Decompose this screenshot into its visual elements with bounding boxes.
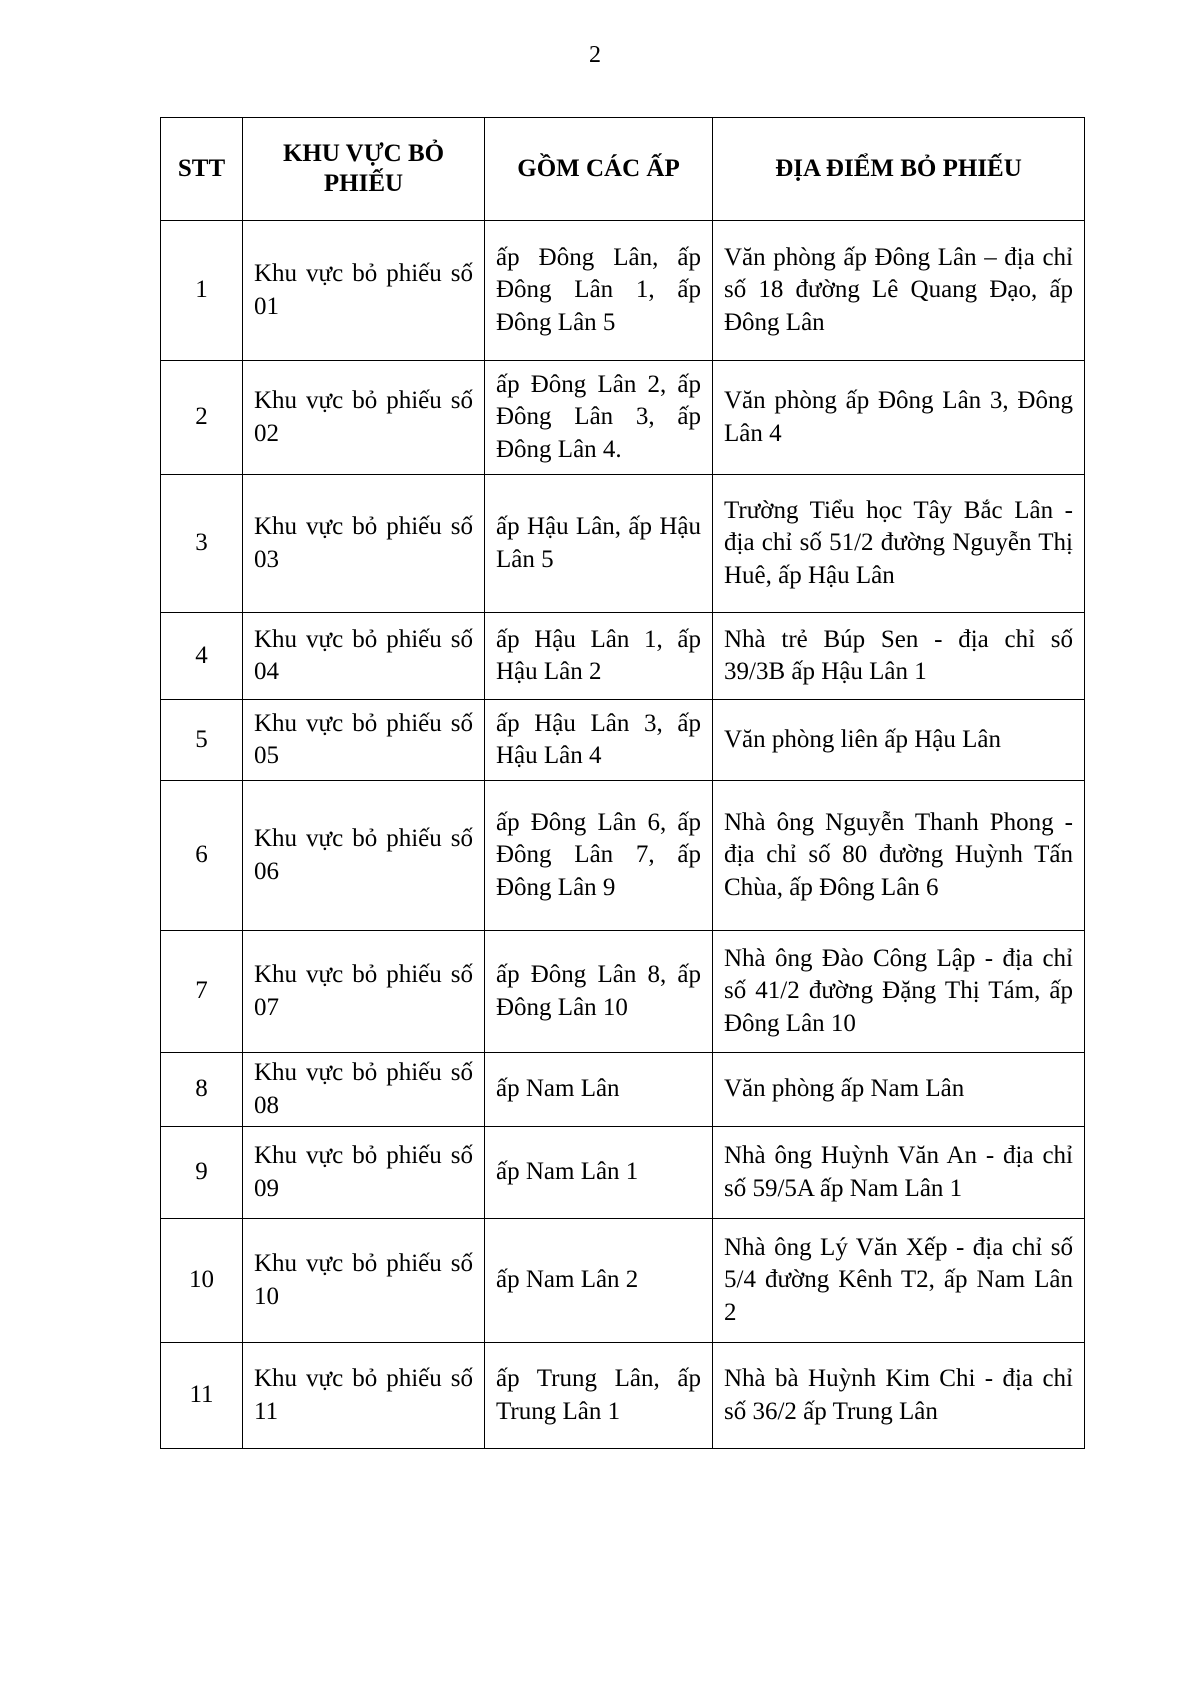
cell-location: Văn phòng ấp Đông Lân 3, Đông Lân 4: [713, 361, 1085, 475]
cell-location: Văn phòng ấp Nam Lân: [713, 1053, 1085, 1127]
cell-area: Khu vực bỏ phiếu số 07: [243, 931, 485, 1053]
table-row: [161, 700, 1085, 781]
table-row: [161, 1219, 1085, 1343]
table-row: [161, 931, 1085, 1053]
cell-stt: 4: [161, 613, 243, 700]
cell-location: Trường Tiểu học Tây Bắc Lân - địa chỉ số 51/2 đường Nguyễn Thị Huê, ấp Hậu Lân: [713, 475, 1085, 613]
table-row: [161, 361, 1085, 475]
cell-area: Khu vực bỏ phiếu số 03: [243, 475, 485, 613]
cell-location: Nhà bà Huỳnh Kim Chi - địa chỉ số 36/2 ấp Trung Lân: [713, 1343, 1085, 1449]
cell-area: Khu vực bỏ phiếu số 11: [243, 1343, 485, 1449]
cell-location: Nhà ông Lý Văn Xếp - địa chỉ số 5/4 đường Kênh T2, ấp Nam Lân 2: [713, 1219, 1085, 1343]
cell-stt: 9: [161, 1127, 243, 1219]
table-row: [161, 221, 1085, 361]
cell-area: Khu vực bỏ phiếu số 05: [243, 700, 485, 781]
cell-stt: 6: [161, 781, 243, 931]
header-location: ĐỊA ĐIỂM BỎ PHIẾU: [713, 118, 1085, 221]
cell-hamlets: ấp Hậu Lân, ấp Hậu Lân 5: [485, 475, 713, 613]
table-header-row: [161, 118, 1085, 221]
cell-location: Nhà ông Huỳnh Văn An - địa chỉ số 59/5A ấp Nam Lân 1: [713, 1127, 1085, 1219]
cell-hamlets: ấp Trung Lân, ấp Trung Lân 1: [485, 1343, 713, 1449]
cell-stt: 3: [161, 475, 243, 613]
cell-stt: 5: [161, 700, 243, 781]
cell-stt: 2: [161, 361, 243, 475]
page-number: 2: [589, 42, 601, 68]
cell-stt: 8: [161, 1053, 243, 1127]
table-row: [161, 1127, 1085, 1219]
cell-location: Nhà ông Đào Công Lập - địa chỉ số 41/2 đường Đặng Thị Tám, ấp Đông Lân 10: [713, 931, 1085, 1053]
cell-area: Khu vực bỏ phiếu số 08: [243, 1053, 485, 1127]
header-stt: STT: [161, 118, 243, 221]
polling-stations-table: [160, 117, 1085, 1449]
cell-location: Nhà trẻ Búp Sen - địa chỉ số 39/3B ấp Hậu Lân 1: [713, 613, 1085, 700]
cell-hamlets: ấp Đông Lân, ấp Đông Lân 1, ấp Đông Lân 5: [485, 221, 713, 361]
cell-hamlets: ấp Hậu Lân 1, ấp Hậu Lân 2: [485, 613, 713, 700]
table-row: [161, 1343, 1085, 1449]
table-row: [161, 475, 1085, 613]
header-hamlets: GỒM CÁC ẤP: [485, 118, 713, 221]
cell-area: Khu vực bỏ phiếu số 06: [243, 781, 485, 931]
table-row: [161, 1053, 1085, 1127]
cell-location: Nhà ông Nguyễn Thanh Phong - địa chỉ số 80 đường Huỳnh Tấn Chùa, ấp Đông Lân 6: [713, 781, 1085, 931]
table-row: [161, 613, 1085, 700]
cell-hamlets: ấp Đông Lân 6, ấp Đông Lân 7, ấp Đông Lân 9: [485, 781, 713, 931]
cell-hamlets: ấp Nam Lân 2: [485, 1219, 713, 1343]
cell-location: Văn phòng ấp Đông Lân – địa chỉ số 18 đường Lê Quang Đạo, ấp Đông Lân: [713, 221, 1085, 361]
cell-area: Khu vực bỏ phiếu số 01: [243, 221, 485, 361]
cell-hamlets: ấp Nam Lân 1: [485, 1127, 713, 1219]
cell-area: Khu vực bỏ phiếu số 10: [243, 1219, 485, 1343]
cell-stt: 1: [161, 221, 243, 361]
cell-hamlets: ấp Nam Lân: [485, 1053, 713, 1127]
cell-area: Khu vực bỏ phiếu số 09: [243, 1127, 485, 1219]
cell-location: Văn phòng liên ấp Hậu Lân: [713, 700, 1085, 781]
table-row: [161, 781, 1085, 931]
header-area: KHU VỰC BỎ PHIẾU: [243, 118, 485, 221]
cell-hamlets: ấp Đông Lân 8, ấp Đông Lân 10: [485, 931, 713, 1053]
cell-hamlets: ấp Hậu Lân 3, ấp Hậu Lân 4: [485, 700, 713, 781]
cell-stt: 11: [161, 1343, 243, 1449]
cell-area: Khu vực bỏ phiếu số 04: [243, 613, 485, 700]
cell-stt: 7: [161, 931, 243, 1053]
cell-hamlets: ấp Đông Lân 2, ấp Đông Lân 3, ấp Đông Lân 4.: [485, 361, 713, 475]
cell-stt: 10: [161, 1219, 243, 1343]
cell-area: Khu vực bỏ phiếu số 02: [243, 361, 485, 475]
